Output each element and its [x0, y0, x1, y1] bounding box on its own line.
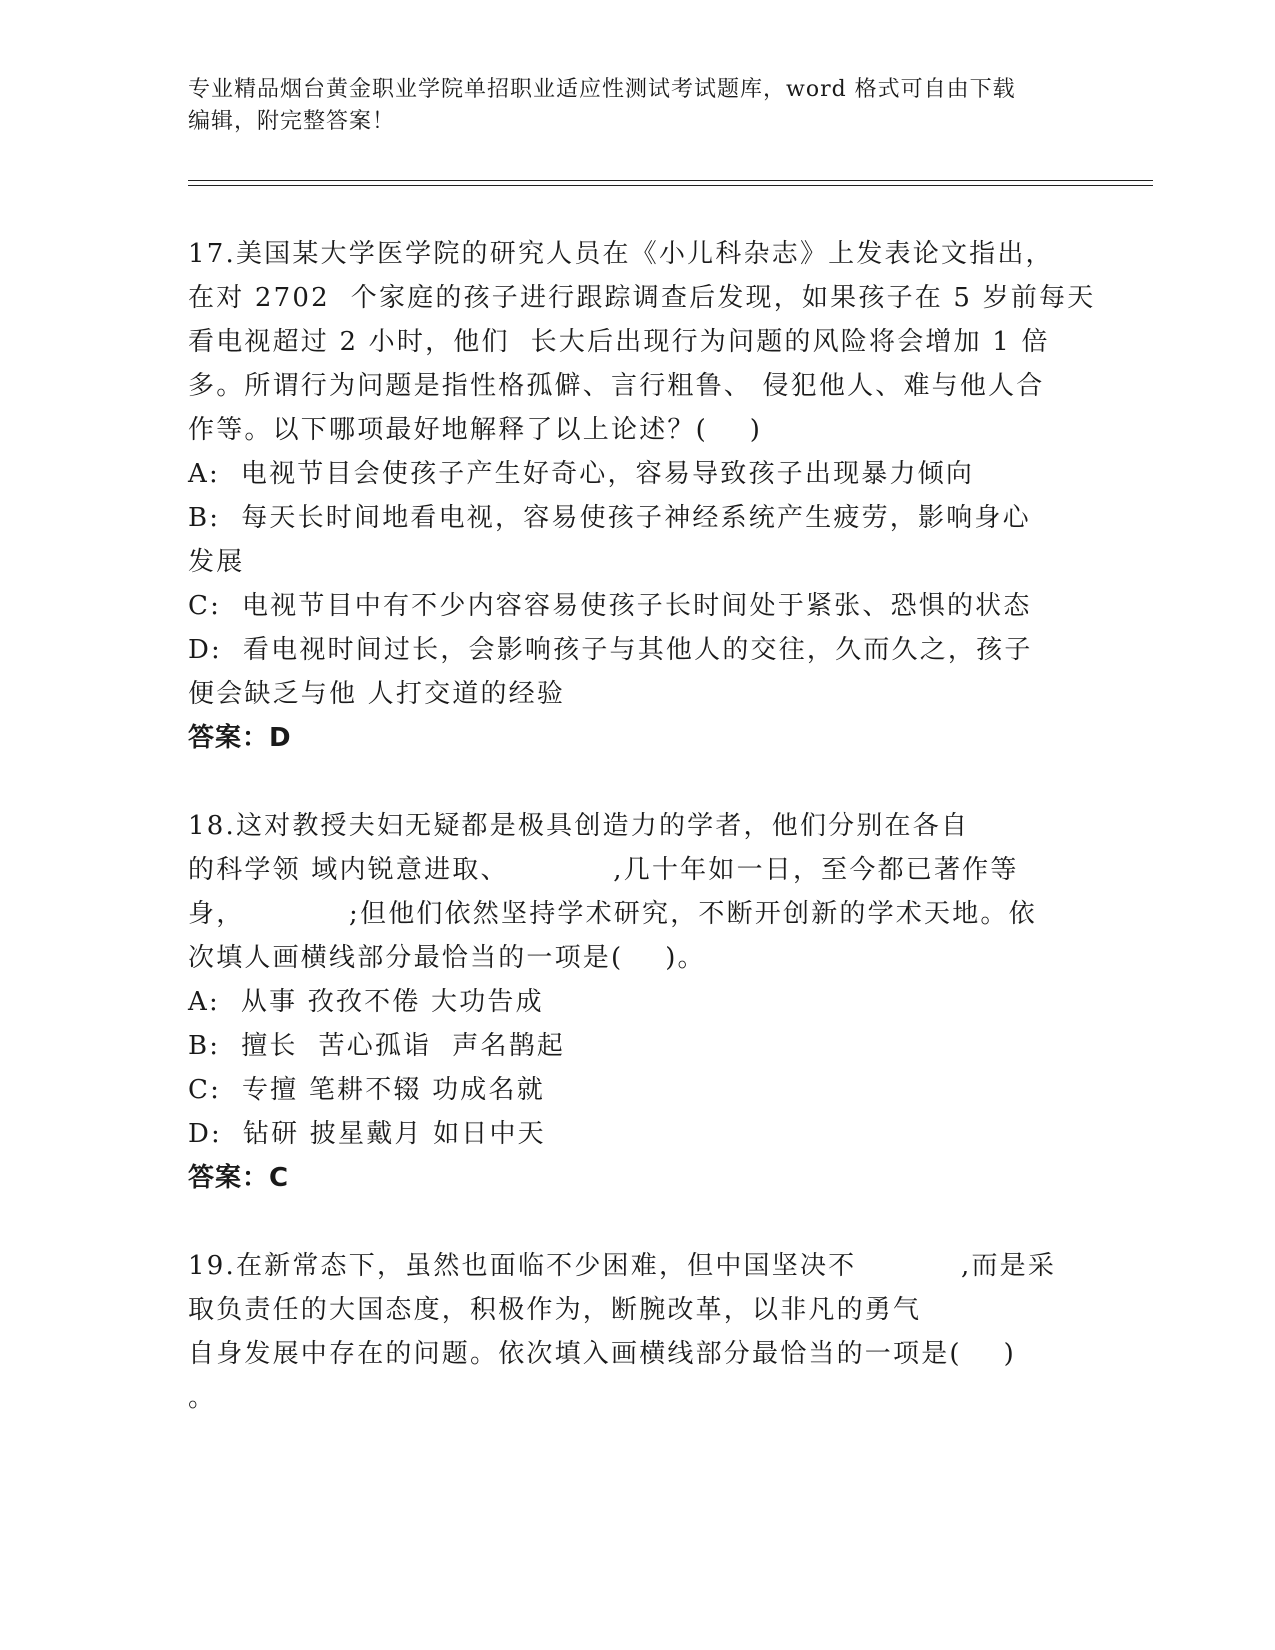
q17-option-a: A: 电视节目会使孩子产生好奇心，容易导致孩子出现暴力倾向 — [188, 459, 975, 489]
q19-line-3: 自身发展中存在的问题。依次填入画横线部分最恰当的一项是( ) — [188, 1339, 1016, 1369]
q18-option-b: B: 擅长 苦心孤诣 声名鹊起 — [188, 1031, 566, 1061]
q19-line-1: 19.在新常态下，虽然也面临不少困难，但中国坚决不 ,而是采 — [188, 1251, 1057, 1281]
q17-line-1: 17.美国某大学医学院的研究人员在《小儿科杂志》上发表论文指出， — [188, 239, 1054, 269]
q17-option-d-cont: 便会缺乏与他 人打交道的经验 — [188, 679, 566, 709]
q17-option-b: B: 每天长时间地看电视，容易使孩子神经系统产生疲劳，影响身心 — [188, 503, 1031, 533]
q17-line-3: 看电视超过 2 小时，他们 长大后出现行为问题的风险将会增加 1 倍 — [188, 327, 1050, 357]
q18-option-d: D: 钻研 披星戴月 如日中天 — [188, 1119, 546, 1149]
q18-line-4: 次填人画横线部分最恰当的一项是( )。 — [188, 943, 706, 973]
q19-line-2: 取负责任的大国态度，积极作为，断腕改革，以非凡的勇气 — [188, 1295, 922, 1325]
q18-line-1: 18.这对教授夫妇无疑都是极具创造力的学者，他们分别在各自 — [188, 811, 970, 841]
q17-answer: 答案：D — [188, 723, 292, 753]
q17-option-b-cont: 发展 — [188, 547, 245, 577]
header-rule-bottom — [188, 185, 1153, 186]
header-line-2: 编辑，附完整答案！ — [188, 109, 396, 134]
document-header — [188, 74, 1088, 138]
q17-line-4: 多。所谓行为问题是指性格孤僻、言行粗鲁、 侵犯他人、难与他人合 — [188, 371, 1045, 401]
q17-option-c: C: 电视节目中有不少内容容易使孩子长时间处于紧张、恐惧的状态 — [188, 591, 1032, 621]
q18-answer: 答案：C — [188, 1163, 290, 1193]
q18-line-2: 的科学领 域内锐意进取、 ,几十年如一日，至今都已著作等 — [188, 855, 1019, 885]
q18-option-c: C: 专擅 笔耕不辍 功成名就 — [188, 1075, 545, 1105]
q17-line-5: 作等。以下哪项最好地解释了以上论述？( ) — [188, 415, 763, 445]
header-line-1: 专业精品烟台黄金职业学院单招职业适应性测试考试题库，word 格式可自由下载 — [188, 77, 1016, 102]
q19-line-4: 。 — [188, 1383, 217, 1413]
q17-option-d: D: 看电视时间过长，会影响孩子与其他人的交往，久而久之，孩子 — [188, 635, 1033, 665]
q18-line-3: 身， ;但他们依然坚持学术研究，不断开创新的学术天地。依 — [188, 899, 1037, 929]
q17-line-2: 在对 2702 个家庭的孩子进行跟踪调查后发现，如果孩子在 5 岁前每天 — [188, 283, 1096, 313]
q18-option-a: A: 从事 孜孜不倦 大功告成 — [188, 987, 544, 1017]
header-rule-top — [188, 180, 1153, 181]
